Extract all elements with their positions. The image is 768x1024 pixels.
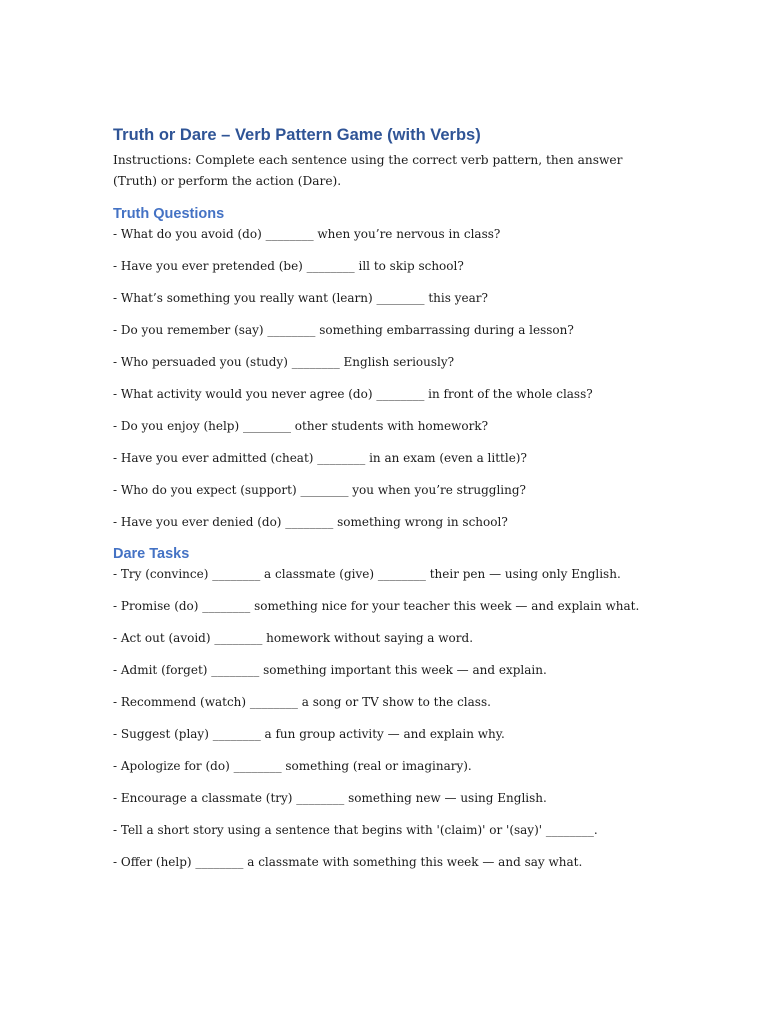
dare-tasks-list <box>113 564 673 872</box>
truth-question: - Have you ever pretended (be) ________ ill to skip school? <box>113 259 464 273</box>
truth-question: - Who do you expect (support) ________ you when you’re struggling? <box>113 483 526 497</box>
dare-task: - Admit (forget) ________ something important this week — and explain. <box>113 663 547 677</box>
truth-question: - What’s something you really want (learn) ________ this year? <box>113 291 488 305</box>
dare-task: - Encourage a classmate (try) ________ something new — using English. <box>113 791 547 805</box>
truth-questions-list <box>113 224 673 532</box>
truth-question: - Who persuaded you (study) ________ English seriously? <box>113 355 455 369</box>
truth-questions-heading: Truth Questions <box>113 206 225 222</box>
truth-question: - Have you ever denied (do) ________ something wrong in school? <box>113 515 508 529</box>
truth-question: - Have you ever admitted (cheat) ________ in an exam (even a little)? <box>113 451 527 465</box>
dare-task: - Suggest (play) ________ a fun group activity — and explain why. <box>113 727 505 741</box>
truth-question: - What do you avoid (do) ________ when you’re nervous in class? <box>113 227 501 241</box>
dare-task: - Apologize for (do) ________ something (real or imaginary). <box>113 759 472 773</box>
truth-question: - What activity would you never agree (do) ________ in front of the whole class? <box>113 387 593 401</box>
dare-task: - Promise (do) ________ something nice for your teacher this week — and explain what. <box>113 599 640 613</box>
document-body <box>113 124 673 872</box>
dare-task: - Try (convince) ________ a classmate (give) ________ their pen — using only English. <box>113 567 621 581</box>
dare-task: - Offer (help) ________ a classmate with something this week — and say what. <box>113 855 583 869</box>
dare-task: - Act out (avoid) ________ homework without saying a word. <box>113 631 474 645</box>
dare-tasks-heading: Dare Tasks <box>113 546 190 562</box>
instructions-text: Instructions: Complete each sentence using the correct verb pattern, then answer (Truth) or perform the action (Dare). <box>113 153 623 188</box>
truth-question: - Do you enjoy (help) ________ other students with homework? <box>113 419 489 433</box>
document-title: Truth or Dare – Verb Pattern Game (with Verbs) <box>113 126 481 144</box>
truth-question: - Do you remember (say) ________ something embarrassing during a lesson? <box>113 323 574 337</box>
dare-task: - Recommend (watch) ________ a song or TV show to the class. <box>113 695 491 709</box>
dare-task: - Tell a short story using a sentence that begins with '(claim)' or '(say)' ________. <box>113 823 598 837</box>
